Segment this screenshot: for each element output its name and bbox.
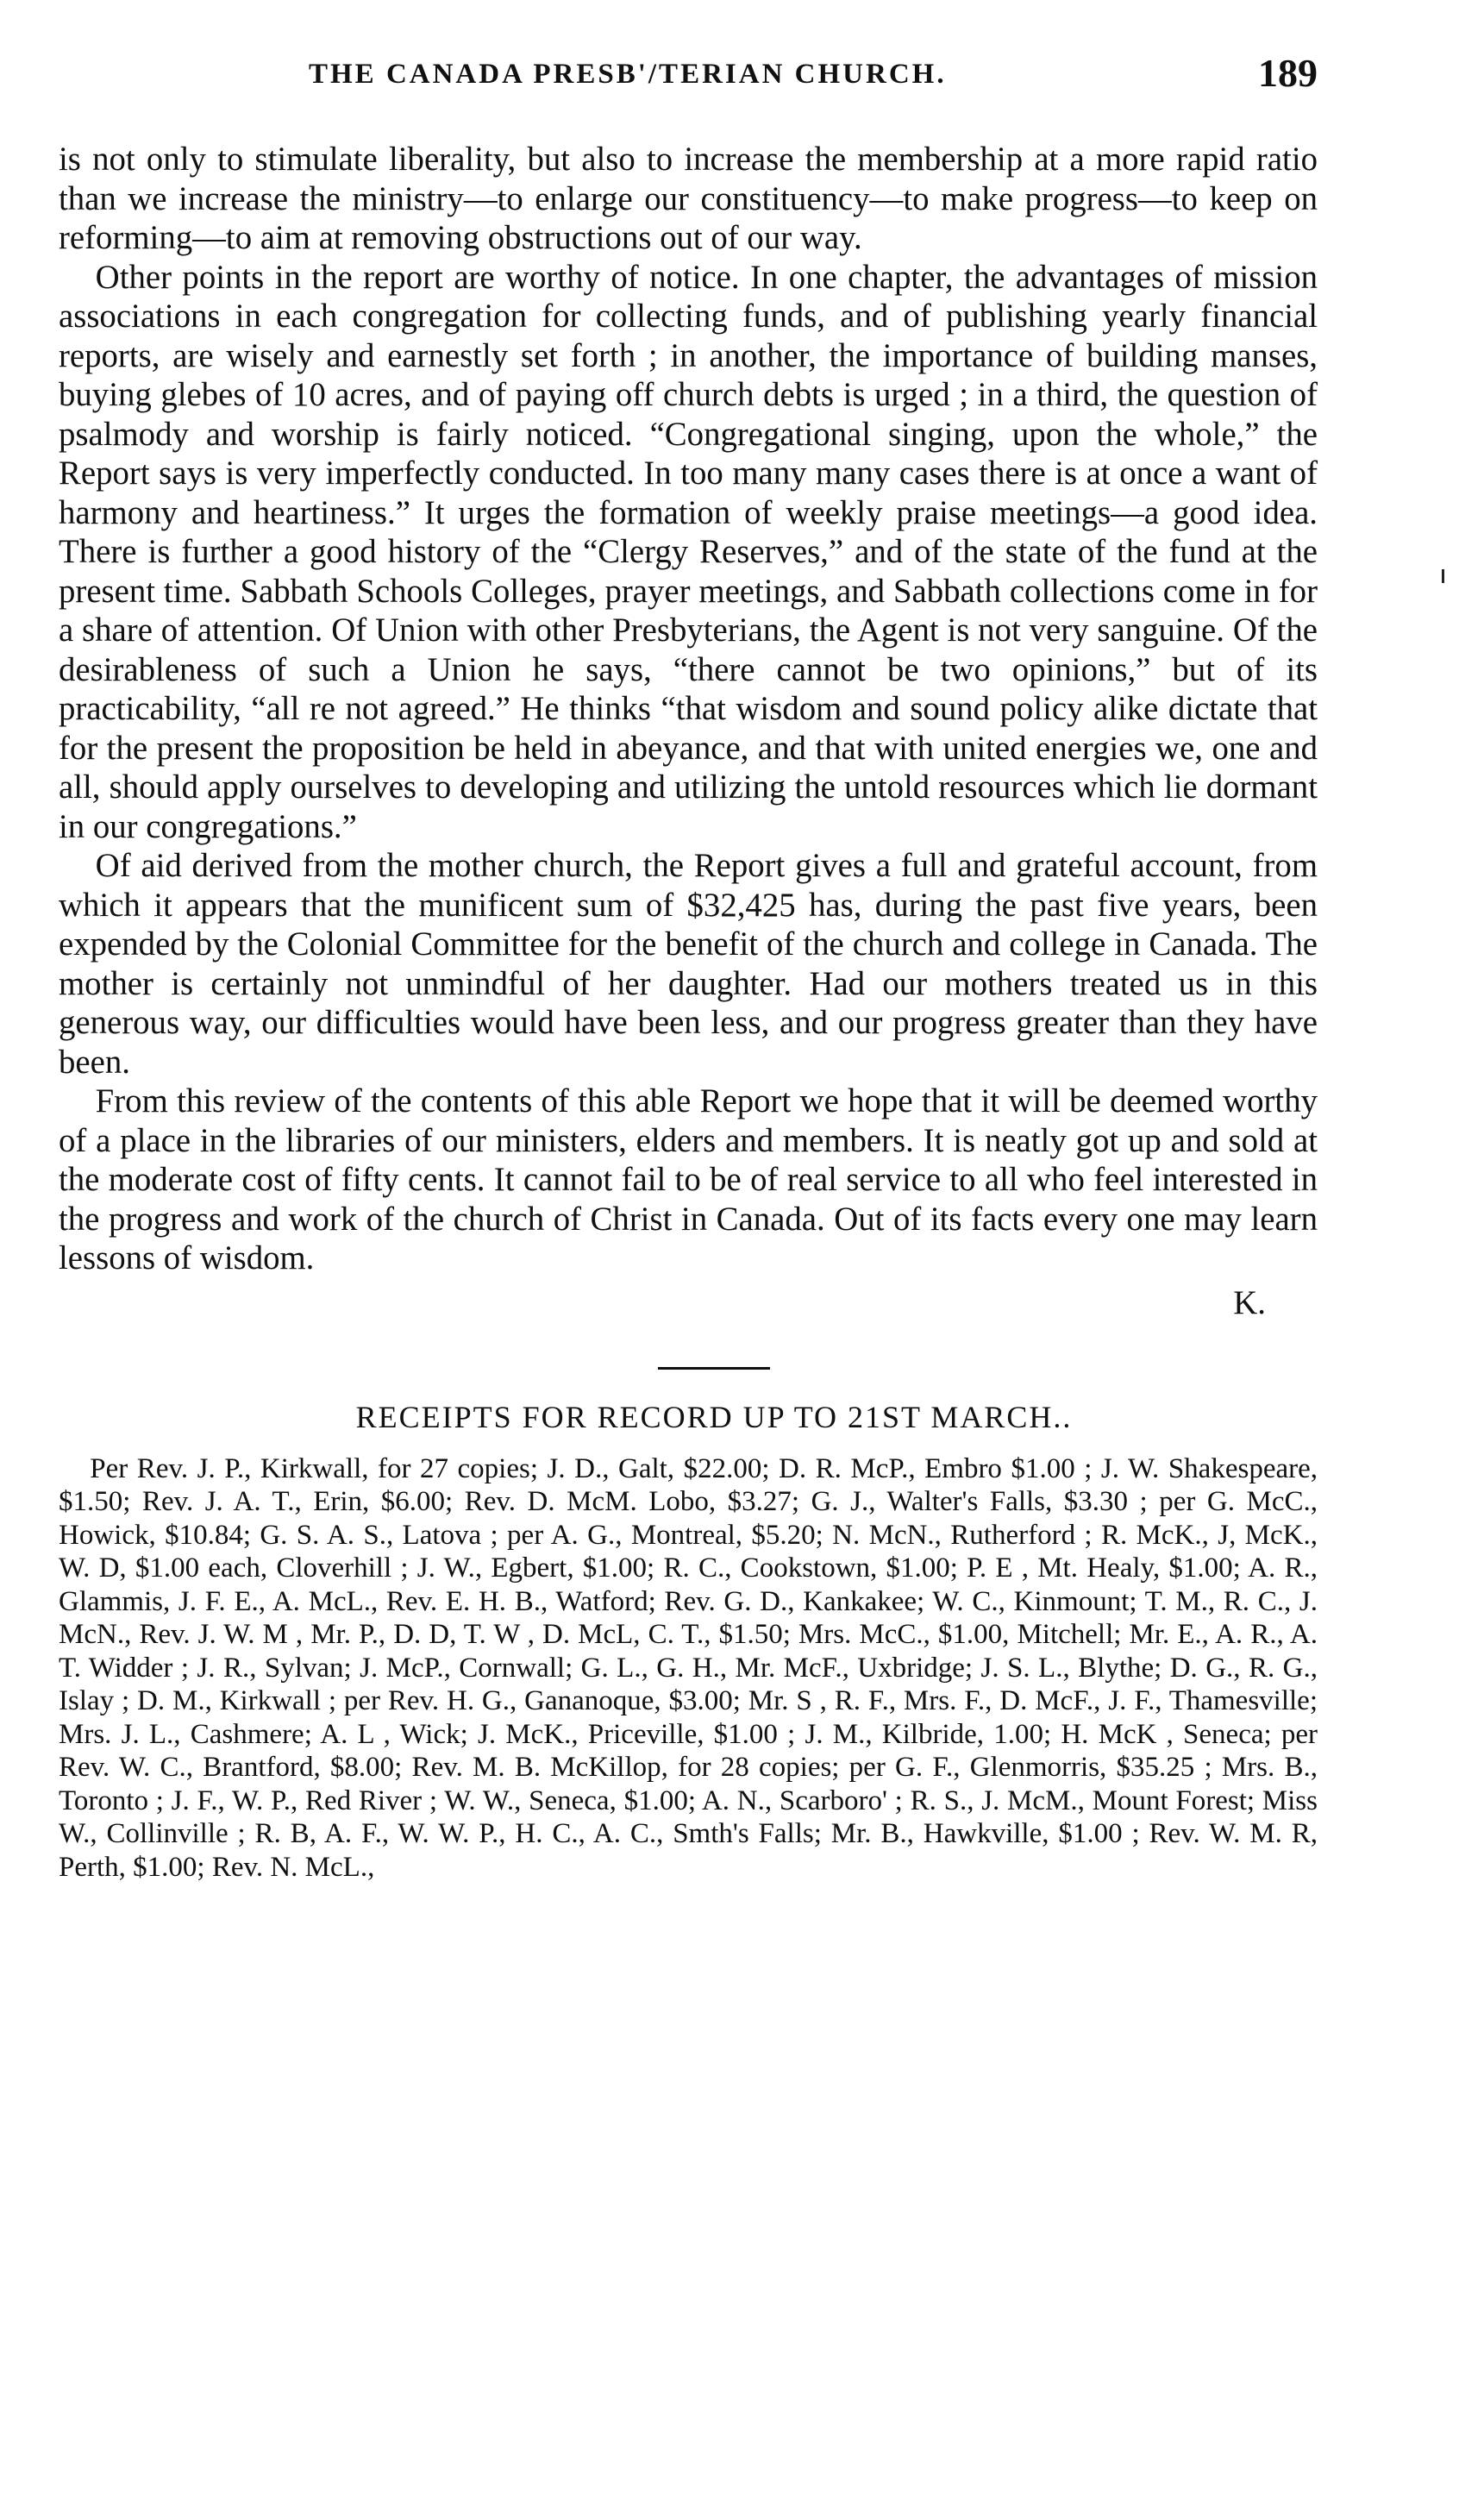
page-number: 189 — [1258, 51, 1318, 95]
running-title: THE CANADA PRESB'/TERIAN CHURCH. — [309, 59, 947, 90]
margin-mark — [1442, 569, 1444, 583]
paragraph: Other points in the report are worthy of notice. In one chapter, the advantages of mission associations in each congregation for collecting funds, and of publishing yearly financial reports, are wisely and earnestly set forth ; in another, the importance of building manses, buying glebes of 10 acres, and of paying off church debts is urged ; in a third, the question of psalmody and worship is fairly noticed. “Congregational singing, upon the whole,” the Report says is very imperfectly conducted. In too many many cases there is at once a want of harmony and heartiness.” It urges the formation of weekly praise meetings—a good idea. There is further a good history of the “Clergy Reserves,” and of the state of the fund at the present time. Sabbath Schools Colleges, prayer meetings, and Sabbath collections come in for a share of attention. Of Union with other Presbyterians, the Agent is not very sanguine. Of the desirableness of such a Union he says, “there cannot be two opinions,” but of its practicability, “all re not agreed.” He thinks “that wisdom and sound policy alike dictate that for the present the proposition be held in abeyance, and that with united energies we, one and all, should apply ourselves to developing and utilizing the untold resources which lie dormant in our congregations.” — [59, 258, 1318, 845]
receipts-list: Per Rev. J. P., Kirkwall, for 27 copies; J. D., Galt, $22.00; D. R. McP., Embro $1.00 ; J. W. Shakespeare, $1.50; Rev. J. A. T., Erin, $6.00; Rev. D. McM. Lobo, $3.27; G. J., Walter's Falls, $3.30 ; per G. McC., Howick, $10.84; G. S. A. S., Latova ; per A. G., Montreal, $5.20; N. McN., Rutherford ; R. McK., J, McK., W. D, $1.00 each, Cloverhill ; J. W., Egbert, $1.00; R. C., Cookstown, $1.00; P. E , Mt. Healy, $1.00; A. R., Glammis, J. F. E., A. McL., Rev. E. H. B., Watford; Rev. G. D., Kankakee; W. C., Kinmount; T. M., R. C., J. McN., Rev. J. W. M , Mr. P., D. D, T. W , D. McL, C. T., $1.50; Mrs. McC., $1.00, Mitchell; Mr. E., A. R., A. T. Widder ; J. R., Sylvan; J. McP., Cornwall; G. L., G. H., Mr. McF., Uxbridge; J. S. L., Blythe; D. G., R. G., Islay ; D. M., Kirkwall ; per Rev. H. G., Gananoque, $3.00; Mr. S , R. F., Mrs. F., D. McF., J. F., Thamesville; Mrs. J. L., Cashmere; A. L , Wick; J. McK., Priceville, $1.00 ; J. M., Kilbride, 1.00; H. McK , Seneca; per Rev. W. C., Brantford, $8.00; Rev. M. B. McKillop, for 28 copies; per G. F., Glenmorris, $35.25 ; Mrs. B., Toronto ; J. F., W. P., Red River ; W. W., Seneca, $1.00; A. N., Scarboro' ; R. S., J. McM., Mount Forest; Miss W., Collinville ; R. B, A. F., W. W. P., H. C., A. C., Smth's Falls; Mr. B., Hawkville, $1.00 ; Rev. W. M. R, Perth, $1.00; Rev. N. McL., — [59, 1452, 1318, 1883]
paragraph: From this review of the contents of this able Report we hope that it will be deemed worthy of a place in the libraries of our ministers, elders and members. It is neatly got up and sold at the moderate cost of fifty cents. It cannot fail to be of real service to all who feel interested in the progress and work of the church of Christ in Canada. Out of its facts every one may learn lessons of wisdom. — [59, 1082, 1318, 1276]
paragraph: Of aid derived from the mother church, the Report gives a full and grateful account, from which it appears that the munificent sum of $32,425 has, during the past five years, been expended by the Colonial Committee for the benefit of the church and college in Canada. The mother is certainly not unmindful of her daughter. Had our mothers treated us in this generous way, our difficulties would have been less, and our progress greater than they have been. — [59, 847, 1318, 1081]
paragraph: is not only to stimulate liberality, but also to increase the membership at a more rapid ratio than we increase the ministry—to enlarge our constituency—to make progress—to keep on reforming—to aim at removing obstructions out of our way. — [59, 141, 1318, 256]
article-body — [59, 140, 1318, 1278]
book-page — [59, 43, 1318, 1884]
author-signature: K. — [1233, 1283, 1266, 1321]
receipts-heading: RECEIPTS FOR RECORD UP TO 21ST MARCH.. — [355, 1399, 1073, 1434]
running-head — [59, 43, 1318, 103]
section-divider — [658, 1367, 770, 1370]
